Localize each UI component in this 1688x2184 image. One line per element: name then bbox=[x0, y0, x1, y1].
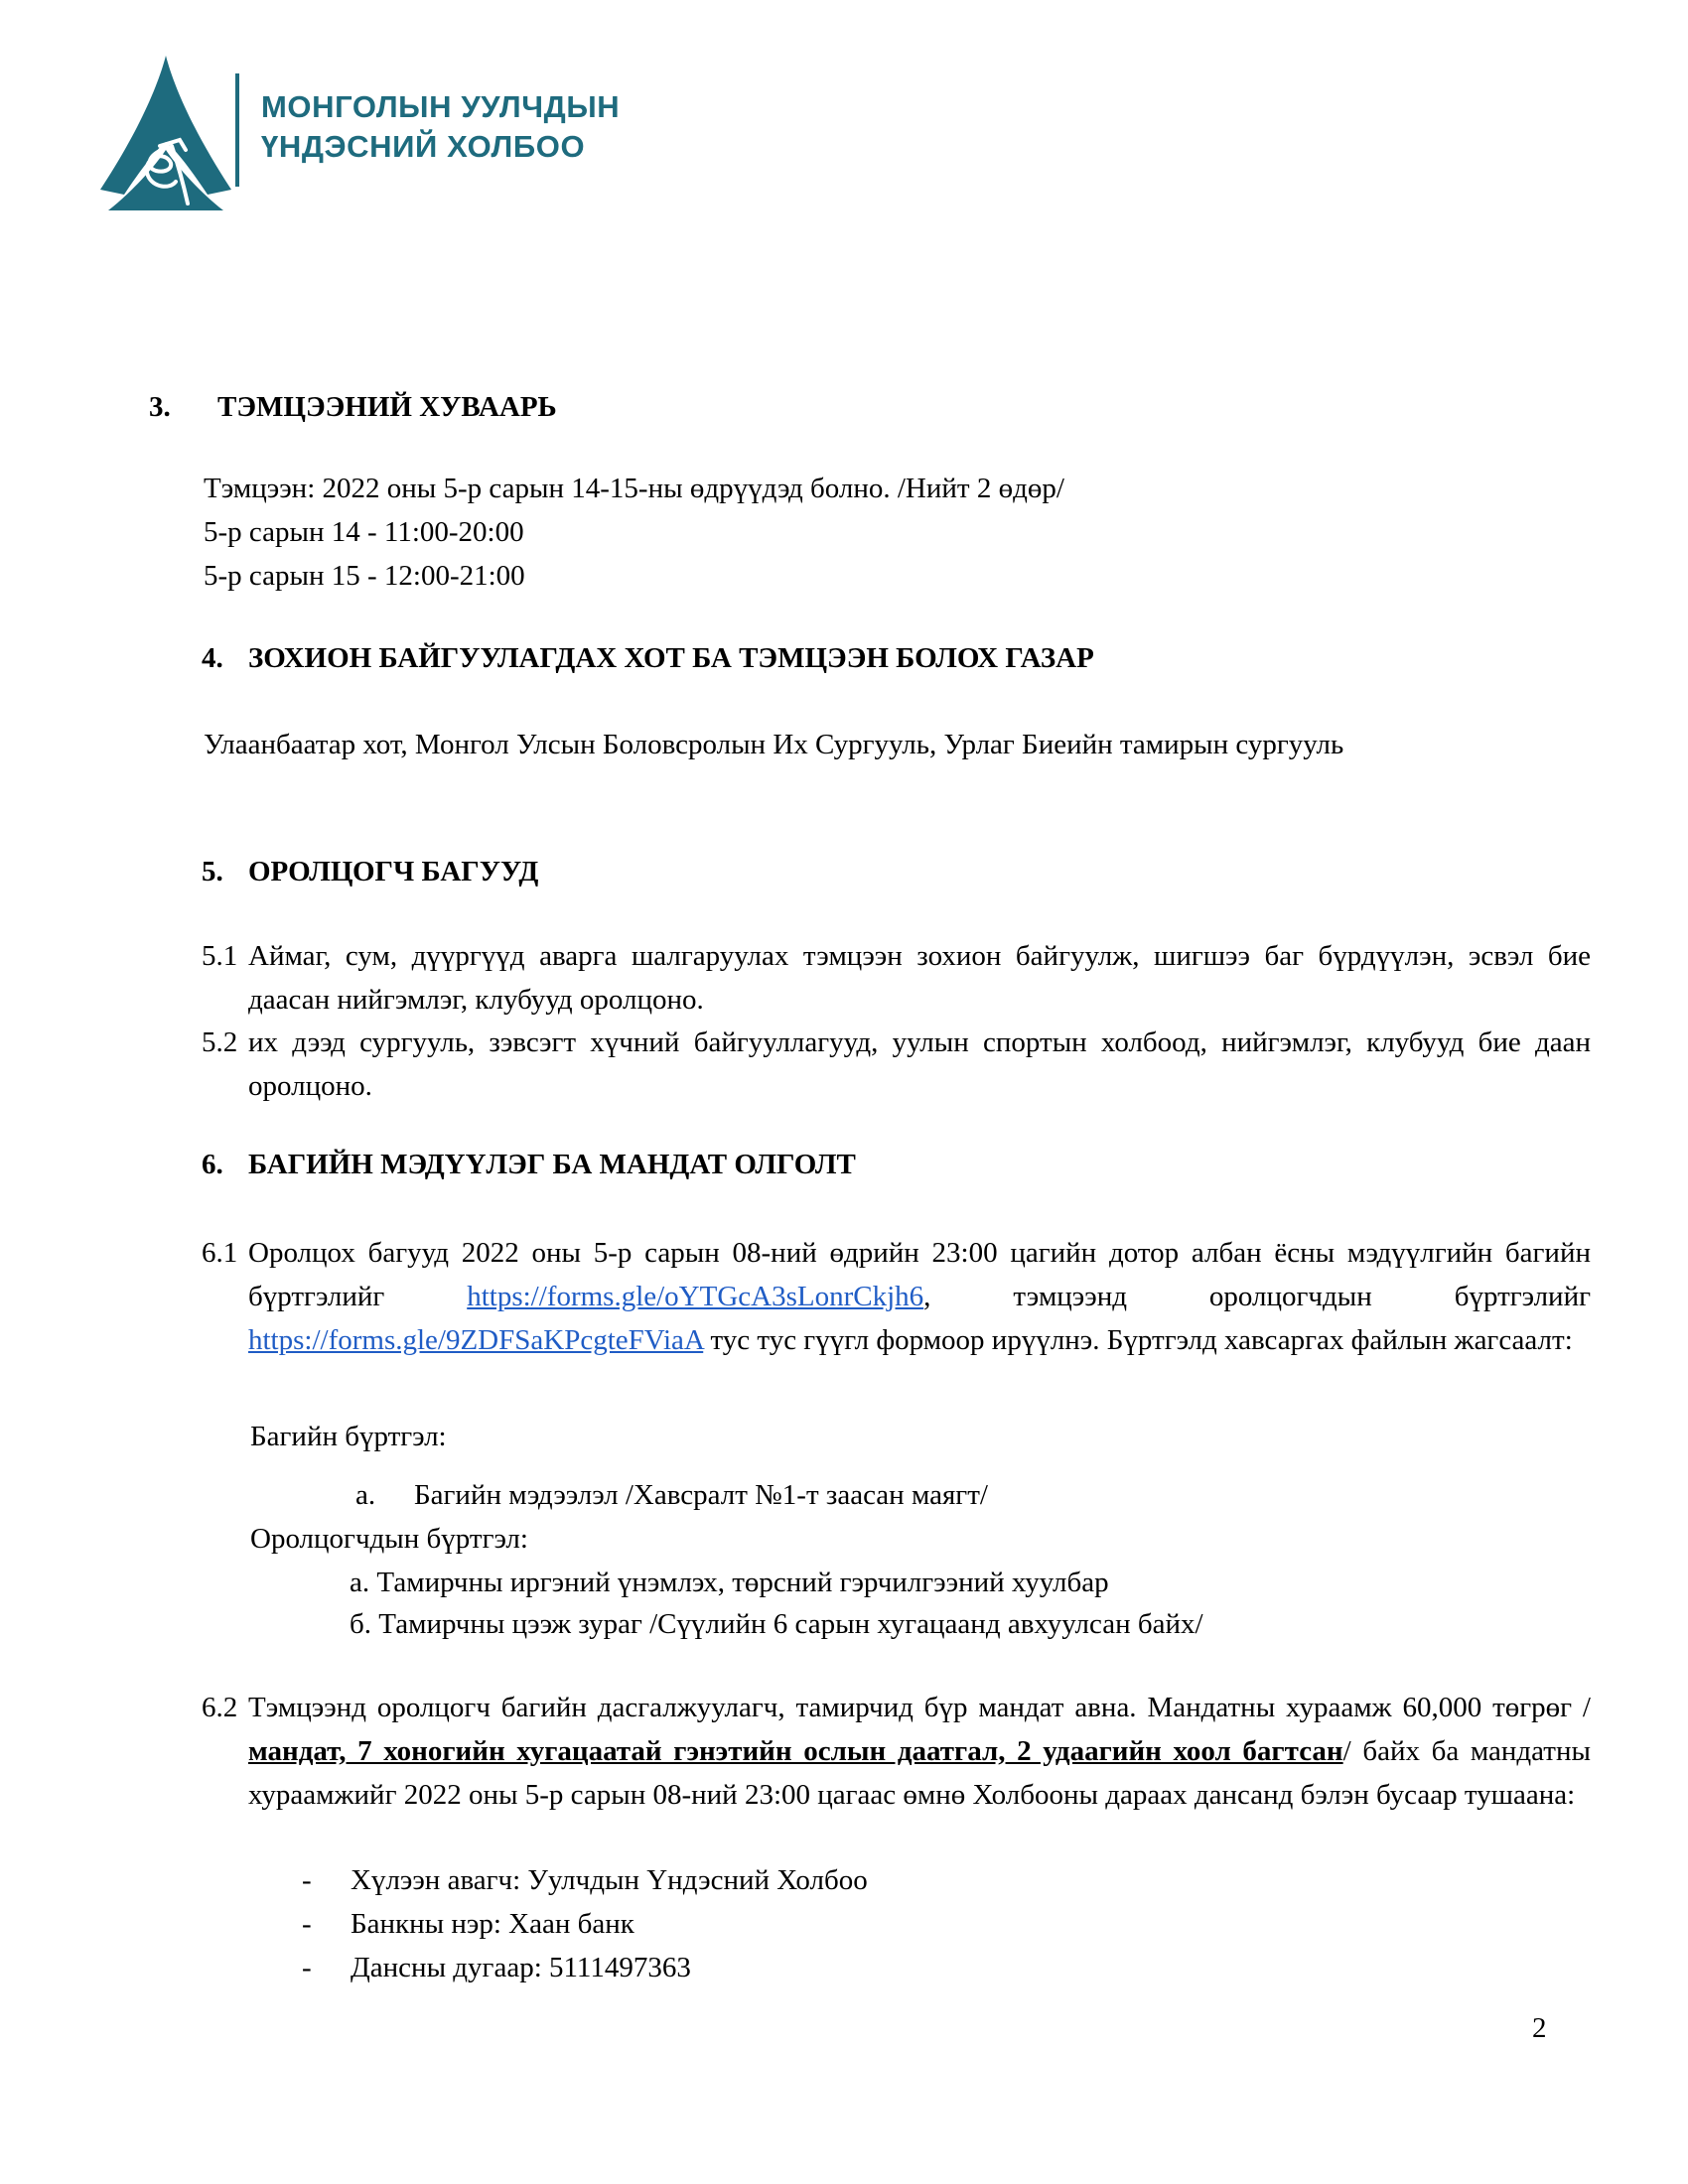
list-item-6-1 bbox=[202, 1231, 1591, 1362]
org-name bbox=[261, 87, 620, 167]
bank-account-number: Дансны дугаар: 5111497363 bbox=[351, 1952, 691, 1983]
list-item-6-2 bbox=[202, 1686, 1591, 1817]
section-4-number: 4. bbox=[202, 642, 223, 674]
bank-detail-row bbox=[204, 1902, 1554, 1946]
list-item-5-1 bbox=[202, 934, 1591, 1022]
list-item-5-2 bbox=[202, 1021, 1591, 1108]
item-6-1-text-pre: Оролцох багууд 2022 оны 5-р сарын 08-ний өдрийн 23:00 цагийн дотор албан ёсны мэдүүлгийн багийн бүртгэлийг bbox=[248, 1237, 1591, 1312]
section-5-title: ОРОЛЦОГЧ БАГУУД bbox=[248, 856, 539, 887]
section-heading-3 bbox=[149, 385, 557, 429]
mountain-logo-icon bbox=[96, 55, 235, 211]
item-6-1-text-post: тус тус гүүгл формоор ирүүлнэ. Бүртгэлд хавсаргах файлын жагсаалт: bbox=[703, 1324, 1573, 1356]
section-heading-6 bbox=[202, 1143, 856, 1186]
participant-registration-link[interactable]: https://forms.gle/9ZDFSaKPcgteFViaA bbox=[248, 1324, 704, 1356]
participant-item-a: а. Тамирчны иргэний үнэмлэх, төрсний гэрчилгээний хуулбар bbox=[350, 1567, 1109, 1598]
item-6-1-text-mid: , тэмцээнд оролцогчдын бүртгэлийг bbox=[923, 1281, 1591, 1312]
item-6-2-text-post: / байх ба мандатны хураамжийг 2022 оны 5-р сарын 08-ний 23:00 цагаас өмнө Холбооны дараах дансанд бэлэн бусаар тушаана: bbox=[248, 1735, 1591, 1811]
team-registration-link[interactable]: https://forms.gle/oYTGcA3sLonrCkjh6 bbox=[467, 1281, 924, 1312]
item-5-2-text: их дээд сургууль, зэвсэгт хүчний байгууллагууд, уулын спортын холбоод, нийгэмлэг, клубууд бие даан оролцоно. bbox=[248, 1026, 1591, 1102]
section-6-number: 6. bbox=[202, 1149, 223, 1180]
bank-name: Банкны нэр: Хаан банк bbox=[351, 1908, 634, 1940]
participant-registration-label: Оролцогчдын бүртгэл: bbox=[250, 1523, 528, 1555]
page-number: 2 bbox=[1532, 2012, 1547, 2044]
item-6-2-number: 6.2 bbox=[202, 1692, 238, 1723]
bank-recipient: Хүлээн авагч: Уулчдын Үндэсний Холбоо bbox=[351, 1864, 868, 1896]
item-6-1-number: 6.1 bbox=[202, 1237, 238, 1269]
item-5-1-text: Аймаг, сум, дүүргүүд аварга шалгаруулах тэмцээн зохион байгуулж, шигшээ баг бүрдүүлэн, эсвэл бие даасан нийгэмлэг, клубууд оролцоно. bbox=[248, 940, 1591, 1016]
section-4-paragraph: Улаанбаатар хот, Монгол Улсын Боловсролын Их Сургууль, Урлаг Биеийн тамирын сургууль bbox=[204, 729, 1344, 760]
bank-detail-row bbox=[204, 1946, 1554, 1989]
org-name-line1: МОНГОЛЫН УУЛЧДЫН bbox=[261, 89, 621, 124]
item-5-1-number: 5.1 bbox=[202, 940, 238, 972]
team-registration-label: Багийн бүртгэл: bbox=[250, 1421, 447, 1452]
section-3-number: 3. bbox=[149, 391, 171, 423]
section-heading-5 bbox=[202, 850, 538, 893]
team-item-marker: a. bbox=[355, 1479, 376, 1511]
item-6-2-text-pre: Тэмцээнд оролцогч багийн дасгалжуулагч, тамирчид бүр мандат авна. Мандатны хураамж 60,000 төгрөг / bbox=[248, 1692, 1591, 1723]
dash-bullet: - bbox=[302, 1952, 312, 1983]
participant-item-b: б. Тамирчны цээж зураг /Сүүлийн 6 сарын хугацаанд авхуулсан байх/ bbox=[350, 1608, 1203, 1640]
schedule-line: Тэмцээн: 2022 оны 5-р сарын 14-15-ны өдрүүдэд болно. /Нийт 2 өдөр/ bbox=[204, 473, 1064, 504]
section-6-title: БАГИЙН МЭДҮҮЛЭГ БА МАНДАТ ОЛГОЛТ bbox=[248, 1149, 856, 1180]
schedule-block bbox=[204, 467, 1554, 598]
schedule-line: 5-р сарын 14 - 11:00-20:00 bbox=[204, 516, 524, 548]
item-6-2-emphasis: мандат, 7 хоногийн хугацаатай гэнэтийн ослын даатгал, 2 удаагийн хоол багтсан bbox=[248, 1735, 1343, 1767]
team-item-text: Багийн мэдээлэл /Хавсралт №1-т заасан маягт/ bbox=[414, 1479, 988, 1511]
team-registration-item bbox=[355, 1473, 1537, 1517]
dash-bullet: - bbox=[302, 1908, 312, 1940]
section-4-title: ЗОХИОН БАЙГУУЛАГДАХ ХОТ БА ТЭМЦЭЭН БОЛОХ ГАЗАР bbox=[248, 642, 1094, 674]
section-3-title: ТЭМЦЭЭНИЙ ХУВААРЬ bbox=[217, 391, 557, 423]
bank-detail-row bbox=[204, 1858, 1554, 1902]
logo-divider bbox=[235, 73, 239, 187]
section-heading-4 bbox=[202, 636, 1094, 680]
org-name-line2: ҮНДЭСНИЙ ХОЛБОО bbox=[261, 129, 586, 164]
bank-details-list bbox=[204, 1858, 1554, 1989]
dash-bullet: - bbox=[302, 1864, 312, 1896]
section-5-number: 5. bbox=[202, 856, 223, 887]
schedule-line: 5-р сарын 15 - 12:00-21:00 bbox=[204, 560, 525, 592]
item-5-2-number: 5.2 bbox=[202, 1026, 238, 1058]
